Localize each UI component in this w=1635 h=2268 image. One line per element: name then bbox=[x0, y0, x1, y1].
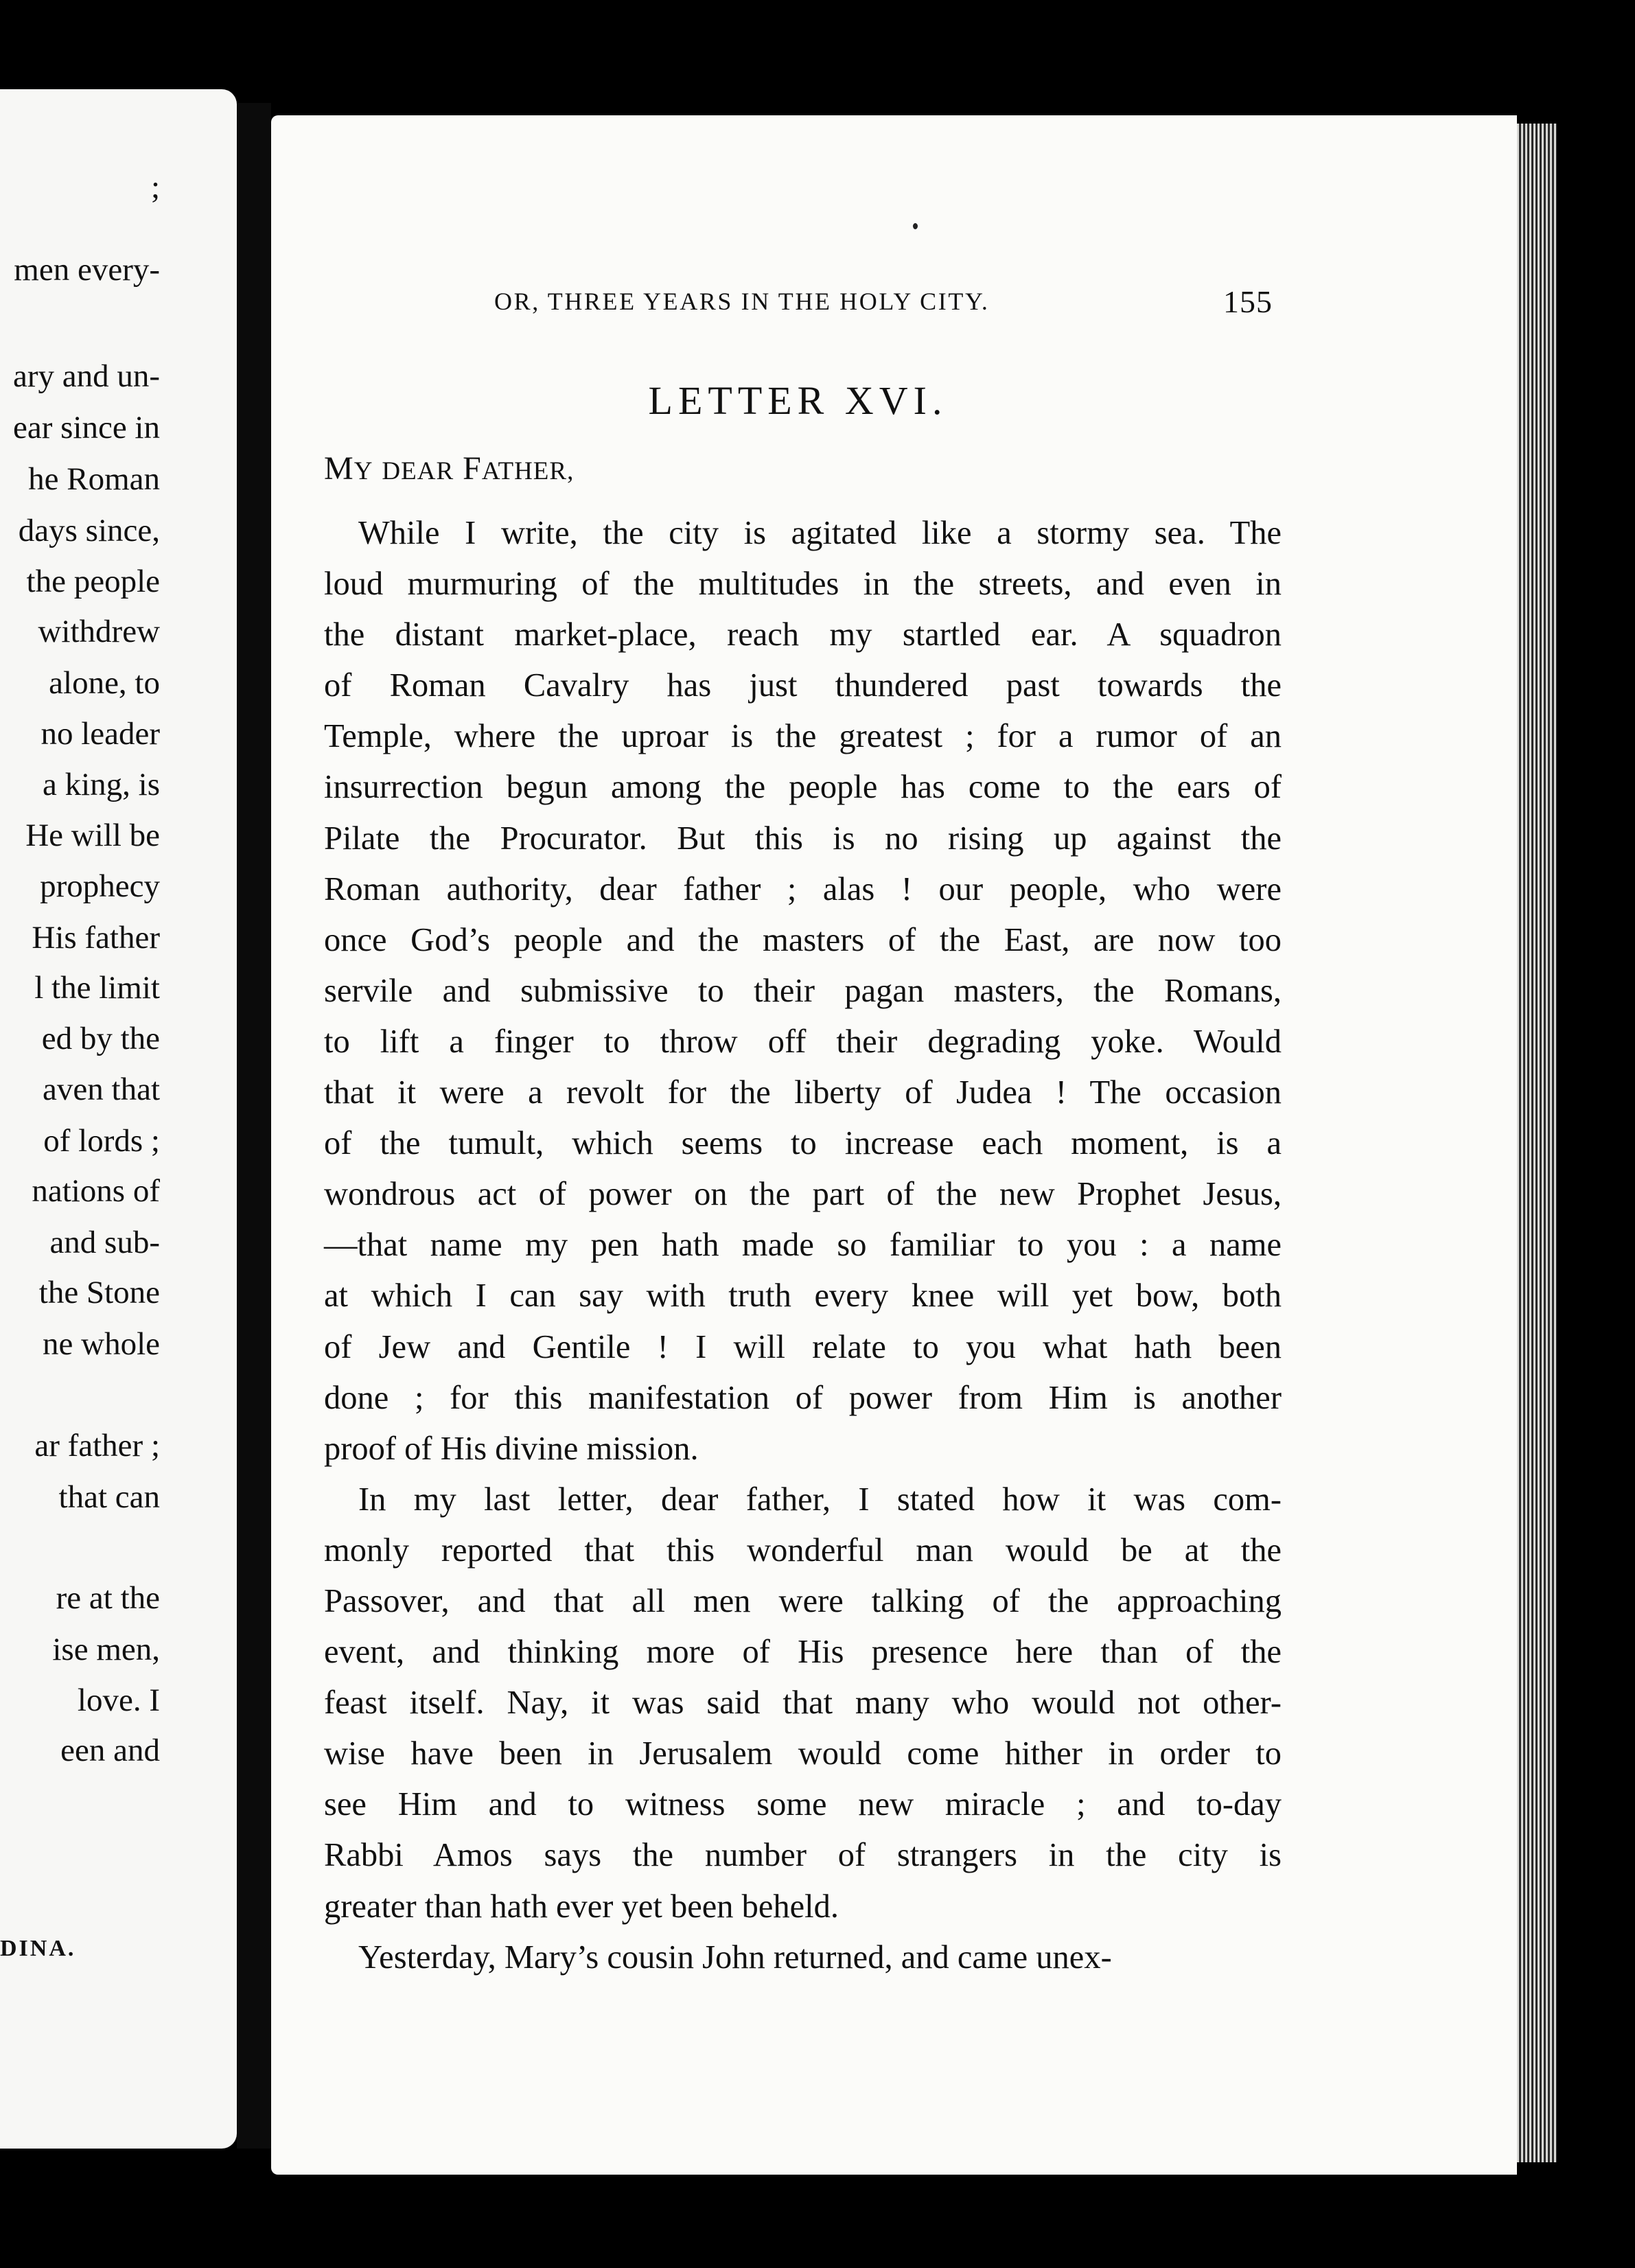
left-page-line: ar father ; bbox=[34, 1428, 160, 1463]
left-page-signature: DINA. bbox=[0, 1936, 76, 1961]
left-page-line: ary and un- bbox=[12, 358, 160, 394]
body-line: of the tumult, which seems to increase each moment, is a bbox=[324, 1125, 1282, 1162]
running-head: OR, THREE YEARS IN THE HOLY CITY. bbox=[494, 288, 990, 315]
left-page-line: alone, to bbox=[49, 665, 160, 701]
left-page-line: een and bbox=[60, 1733, 160, 1768]
left-page-line: He will be bbox=[25, 818, 160, 853]
body-line: In my last letter, dear father, I stated how it was com- bbox=[358, 1481, 1282, 1518]
left-page-line: ; bbox=[150, 170, 160, 205]
salutation bbox=[324, 450, 574, 487]
left-page-line: men every- bbox=[14, 252, 160, 288]
left-page-line: l the limit bbox=[34, 970, 160, 1006]
left-page-line: ear since in bbox=[12, 410, 160, 445]
body-line: of Jew and Gentile ! I will relate to you what hath been bbox=[324, 1328, 1282, 1365]
left-page-line: love. I bbox=[77, 1682, 160, 1718]
letter-body bbox=[324, 508, 1282, 1983]
body-line: loud murmuring of the multitudes in the streets, and even in bbox=[324, 566, 1282, 603]
body-line: insurrection begun among the people has come to the ears of bbox=[324, 769, 1282, 806]
body-line: once God’s people and the masters of the East, are now too bbox=[324, 921, 1282, 958]
salutation-y: Y bbox=[353, 457, 373, 485]
letter-title bbox=[0, 378, 1596, 424]
body-line: Passover, and that all men were talking of the approaching bbox=[324, 1582, 1282, 1619]
left-page-line: withdrew bbox=[38, 614, 160, 649]
left-page-line: ne whole bbox=[43, 1326, 160, 1362]
body-line: servile and submissive to their pagan masters, the Romans, bbox=[324, 972, 1282, 1009]
body-line: Rabbi Amos says the number of strangers in the city is bbox=[324, 1837, 1282, 1874]
page-number: 155 bbox=[1223, 284, 1273, 319]
salutation-f: F bbox=[463, 450, 482, 487]
left-page-line: His father bbox=[32, 920, 160, 956]
body-line: of Roman Cavalry has just thundered past towards the bbox=[324, 667, 1282, 704]
left-page-line: nations of bbox=[32, 1173, 160, 1209]
salutation-father: ATHER, bbox=[481, 457, 575, 485]
left-page-line: and sub- bbox=[49, 1225, 160, 1260]
page-edges bbox=[1517, 124, 1557, 2162]
body-line: event, and thinking more of His presence here than of the bbox=[324, 1634, 1282, 1671]
left-page-line: he Roman bbox=[28, 461, 160, 497]
body-line: the distant market-place, reach my startled ear. A squadron bbox=[324, 616, 1282, 653]
body-line: to lift a finger to throw off their degrading yoke. Would bbox=[324, 1023, 1282, 1060]
ink-speck bbox=[913, 223, 918, 229]
body-line: While I write, the city is agitated like a stormy sea. The bbox=[358, 515, 1282, 551]
body-line: monly reported that this wonderful man would be at the bbox=[324, 1531, 1282, 1569]
body-line: Roman authority, dear father ; alas ! our people, who were bbox=[324, 870, 1282, 907]
body-line: Yesterday, Mary’s cousin John returned, and came unex- bbox=[358, 1939, 1112, 1976]
left-page-line: ise men, bbox=[52, 1632, 160, 1667]
body-line: see Him and to witness some new miracle ; and to-day bbox=[324, 1786, 1282, 1823]
letter-title-text: LETTER XVI. bbox=[648, 378, 948, 423]
left-page-line: a king, is bbox=[42, 767, 160, 802]
left-page-line: of lords ; bbox=[43, 1123, 160, 1159]
body-line: Temple, where the uproar is the greatest ; for a rumor of an bbox=[324, 718, 1282, 755]
body-line: done ; for this manifestation of power from Him is another bbox=[324, 1379, 1282, 1416]
left-page-line: re at the bbox=[56, 1580, 160, 1616]
left-page-line: days since, bbox=[18, 513, 160, 548]
body-line: —that name my pen hath made so familiar to you : a name bbox=[324, 1227, 1282, 1264]
body-line: greater than hath ever yet been beheld. bbox=[324, 1888, 839, 1925]
body-line: wondrous act of power on the part of the new Prophet Jesus, bbox=[324, 1176, 1282, 1213]
body-line: at which I can say with truth every knee will yet bow, both bbox=[324, 1277, 1282, 1315]
body-line: wise have been in Jerusalem would come hither in order to bbox=[324, 1735, 1282, 1772]
salutation-dear: DEAR bbox=[382, 457, 454, 485]
left-page-line: aven that bbox=[43, 1072, 160, 1107]
left-page-line: the people bbox=[26, 564, 160, 599]
left-page-line: the Stone bbox=[38, 1275, 160, 1310]
body-line: feast itself. Nay, it was said that many who would not other- bbox=[324, 1685, 1282, 1722]
left-page-line: ed by the bbox=[41, 1021, 160, 1056]
body-line: that it were a revolt for the liberty of Judea ! The occasion bbox=[324, 1074, 1282, 1111]
body-line: proof of His divine mission. bbox=[324, 1430, 699, 1467]
salutation-m: M bbox=[324, 450, 354, 487]
left-page-line: that can bbox=[58, 1479, 160, 1515]
left-page-line: prophecy bbox=[40, 868, 160, 904]
body-line: Pilate the Procurator. But this is no rising up against the bbox=[324, 820, 1282, 857]
left-page-line: no leader bbox=[40, 716, 160, 752]
